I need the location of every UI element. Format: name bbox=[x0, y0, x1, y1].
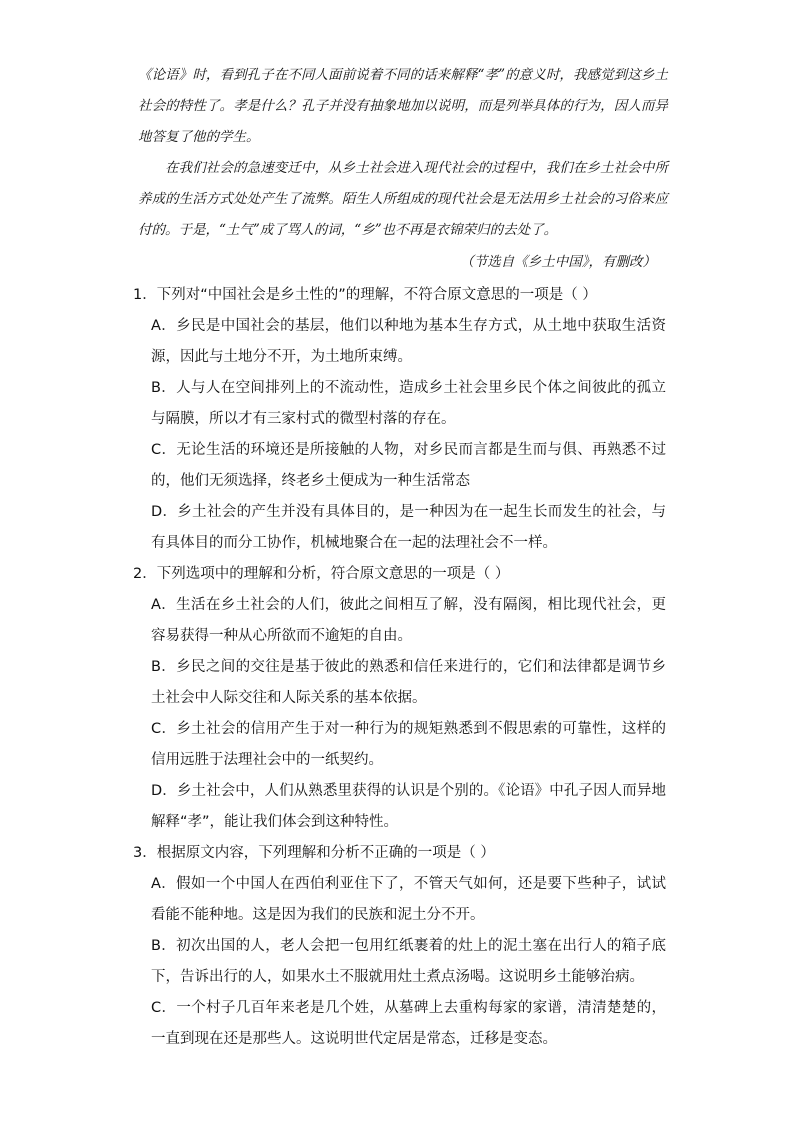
passage-paragraph: 《论语》时，看到孔子在不同人面前说着不同的话来解释“孝”的意义时，我感觉到这乡土社会的特性了。孝是什么？孔子并没有抽象地加以说明，而是列举具体的行为，因人而异地答复了他的学生。 bbox=[138, 67, 668, 145]
passage-paragraph: 在我们社会的急速变迁中，从乡土社会进入现代社会的过程中，我们在乡土社会中所养成的生活方式处处产生了流弊。陌生人所组成的现代社会是无法用乡土社会的习俗来应付的。于是，“土气”成了骂人的词，“乡”也不再是衣锦荣归的去处了。 bbox=[138, 160, 668, 238]
question-3 bbox=[133, 838, 666, 1055]
option-b: B．人与人在空间排列上的不流动性，造成乡土社会里乡民个体之间彼此的孤立与隔膜，所以才有三家村式的微型村落的存在。 bbox=[151, 380, 666, 427]
question-list bbox=[133, 280, 666, 1055]
option-a: A．生活在乡土社会的人们，彼此之间相互了解，没有隔阂，相比现代社会，更容易获得一种从心所欲而不逾矩的自由。 bbox=[151, 597, 666, 644]
option-d: D．乡土社会的产生并没有具体目的，是一种因为在一起生长而发生的社会，与有具体目的而分工协作，机械地聚合在一起的法理社会不一样。 bbox=[151, 504, 666, 551]
passage-excerpt bbox=[138, 60, 668, 246]
option-c: C．无论生活的环境还是所接触的人物，对乡民而言都是生而与俱、再熟悉不过的，他们无须选择，终老乡土便成为一种生活常态 bbox=[151, 442, 666, 489]
option-c: C．一个村子几百年来老是几个姓，从墓碑上去重构每家的家谱，清清楚楚的，一直到现在还是那些人。这说明世代定居是常态，迁移是变态。 bbox=[151, 1000, 666, 1047]
option-a: A．假如一个中国人在西伯利亚住下了，不管天气如何，还是要下些种子，试试看能不能种地。这是因为我们的民族和泥土分不开。 bbox=[151, 876, 666, 923]
passage-source: （节选自《乡土中国》，有删改） bbox=[460, 254, 656, 270]
question-2 bbox=[133, 559, 666, 838]
option-a: A．乡民是中国社会的基层，他们以种地为基本生存方式，从土地中获取生活资源，因此与土地分不开，为土地所束缚。 bbox=[151, 318, 666, 365]
option-d: D．乡土社会中，人们从熟悉里获得的认识是个别的。《论语》中孔子因人而异地解释“孝”，能让我们体会到这种特性。 bbox=[151, 783, 666, 830]
question-1 bbox=[133, 280, 666, 559]
option-b: B．初次出国的人，老人会把一包用红纸裹着的灶上的泥土塞在出行人的箱子底下，告诉出行的人，如果水土不服就用灶土煮点汤喝。这说明乡土能够治病。 bbox=[151, 938, 666, 985]
option-c: C．乡土社会的信用产生于对一种行为的规矩熟悉到不假思索的可靠性，这样的信用远胜于法理社会中的一纸契约。 bbox=[151, 721, 666, 768]
question-stem: 2．下列选项中的理解和分析，符合原文意思的一项是（ ） bbox=[133, 566, 510, 582]
question-stem: 1．下列对“中国社会是乡土性的”的理解，不符合原文意思的一项是（ ） bbox=[133, 287, 597, 303]
question-stem: 3．根据原文内容，下列理解和分析不正确的一项是（ ） bbox=[133, 845, 495, 861]
option-b: B．乡民之间的交往是基于彼此的熟悉和信任来进行的，它们和法律都是调节乡土社会中人际交往和人际关系的基本依据。 bbox=[151, 659, 666, 706]
